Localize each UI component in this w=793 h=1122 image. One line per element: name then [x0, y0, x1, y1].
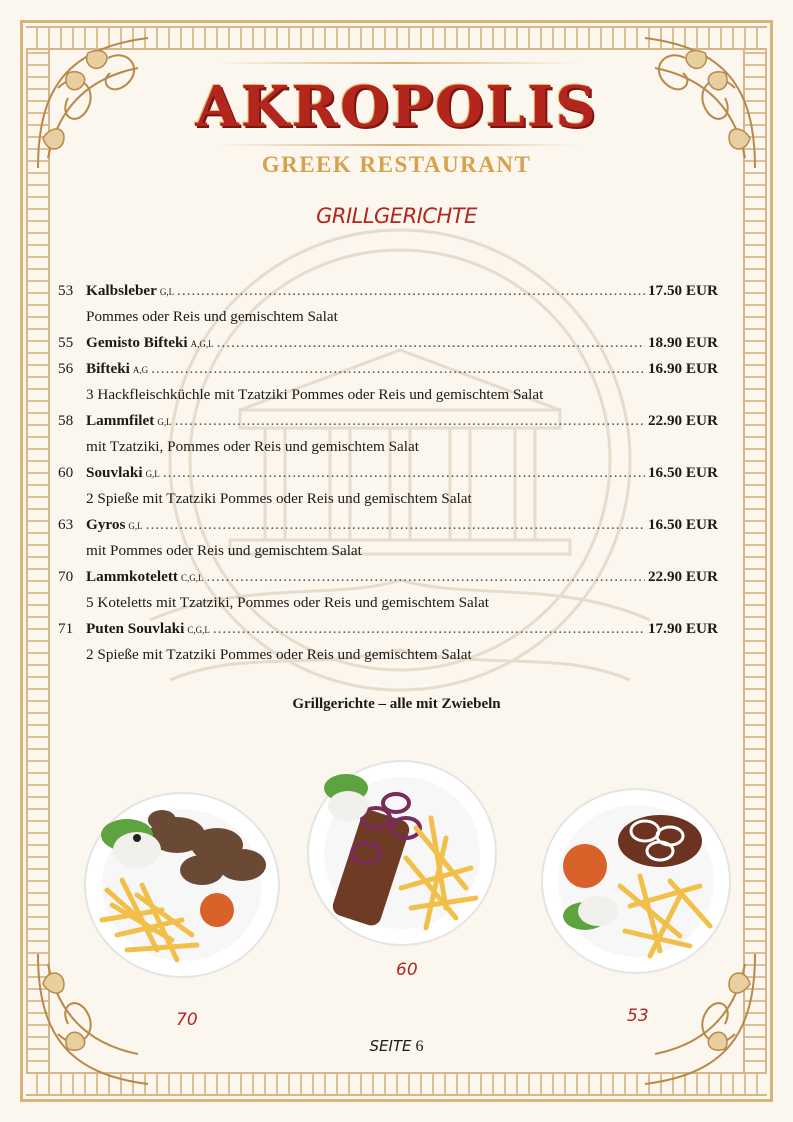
dot-leader: [175, 408, 645, 434]
item-description: 5 Koteletts mit Tzatziki, Pommes oder Reis und gemischtem Salat: [86, 594, 489, 611]
item-allergens: C,G,L: [187, 625, 210, 635]
dish-label-right: 53: [627, 1006, 649, 1026]
item-number: 63: [58, 516, 74, 533]
item-name: Souvlaki: [86, 464, 143, 481]
page-number: [0, 1037, 793, 1056]
menu-item-58: [58, 408, 718, 434]
item-allergens: G,L: [145, 469, 160, 479]
item-price: 17.90 EUR: [647, 620, 718, 637]
dot-leader: [177, 278, 645, 304]
item-description: 2 Spieße mit Tzatziki Pommes oder Reis und gemischtem Salat: [86, 490, 472, 507]
menu-item-55: [58, 330, 718, 356]
item-number: 56: [58, 360, 74, 377]
menu-item-71: [58, 616, 718, 642]
item-name: Bifteki: [86, 360, 130, 377]
item-price: 16.90 EUR: [647, 360, 718, 377]
dish-photo-lammkotelett: [82, 790, 282, 980]
footer-note: Grillgerichte – alle mit Zwiebeln: [292, 696, 501, 712]
item-description: 3 Hackfleischküchle mit Tzatziki Pommes oder Reis und gemischtem Salat: [86, 386, 544, 403]
item-price: 16.50 EUR: [647, 464, 718, 481]
menu-item-63: [58, 512, 718, 538]
item-allergens: G,L: [128, 521, 143, 531]
item-description: Pommes oder Reis und gemischtem Salat: [86, 308, 338, 325]
item-description: mit Pommes oder Reis und gemischtem Salat: [86, 542, 362, 559]
item-price: 17.50 EUR: [647, 282, 718, 299]
item-name: Lammkotelett: [86, 568, 178, 585]
item-name: Gemisto Bifteki: [86, 334, 188, 351]
item-number: 70: [58, 568, 74, 585]
logo-rule-top: [215, 62, 578, 64]
item-name: Puten Souvlaki: [86, 620, 185, 637]
menu-item-70: [58, 564, 718, 590]
item-number: 58: [58, 412, 74, 429]
restaurant-logo: AKROPOLIS: [195, 74, 598, 140]
item-price: 18.90 EUR: [647, 334, 718, 351]
logo-rule-bottom: [215, 144, 578, 146]
dish-label-left: 70: [176, 1010, 198, 1030]
dot-leader: [217, 330, 645, 356]
page-digit: 6: [415, 1038, 424, 1055]
dot-leader: [206, 564, 645, 590]
section-title: GRILLGERICHTE: [316, 204, 477, 228]
item-allergens: G,L: [157, 417, 172, 427]
item-name: Gyros: [86, 516, 126, 533]
item-allergens: C,G,L: [180, 573, 204, 583]
item-price: 16.50 EUR: [647, 516, 718, 533]
dish-photo-souvlaki: [306, 758, 498, 948]
item-description: 2 Spieße mit Tzatziki Pommes oder Reis und gemischtem Salat: [86, 646, 472, 663]
menu-item-53: [58, 278, 718, 304]
item-allergens: A,G,L: [190, 339, 214, 349]
item-price: 22.90 EUR: [647, 412, 718, 429]
dish-label-center: 60: [396, 960, 418, 980]
item-number: 60: [58, 464, 74, 481]
item-allergens: A,G: [132, 365, 149, 375]
item-description: mit Tzatziki, Pommes oder Reis und gemischtem Salat: [86, 438, 419, 455]
dot-leader: [146, 512, 645, 538]
item-number: 53: [58, 282, 74, 299]
item-price: 22.90 EUR: [647, 568, 718, 585]
dot-leader: [163, 460, 645, 486]
dish-photo-kalbsleber: [540, 786, 732, 976]
menu-list: [58, 278, 718, 668]
item-allergens: G,L: [159, 287, 175, 297]
item-number: 71: [58, 620, 74, 637]
item-name: Lammfilet: [86, 412, 155, 429]
item-number: 55: [58, 334, 74, 351]
dot-leader: [151, 356, 645, 382]
item-name: Kalbsleber: [86, 282, 157, 299]
page-word: SEITE: [369, 1037, 412, 1055]
menu-item-60: [58, 460, 718, 486]
menu-item-56: [58, 356, 718, 382]
dot-leader: [213, 616, 645, 642]
restaurant-subtitle: GREEK RESTAURANT: [261, 152, 532, 177]
